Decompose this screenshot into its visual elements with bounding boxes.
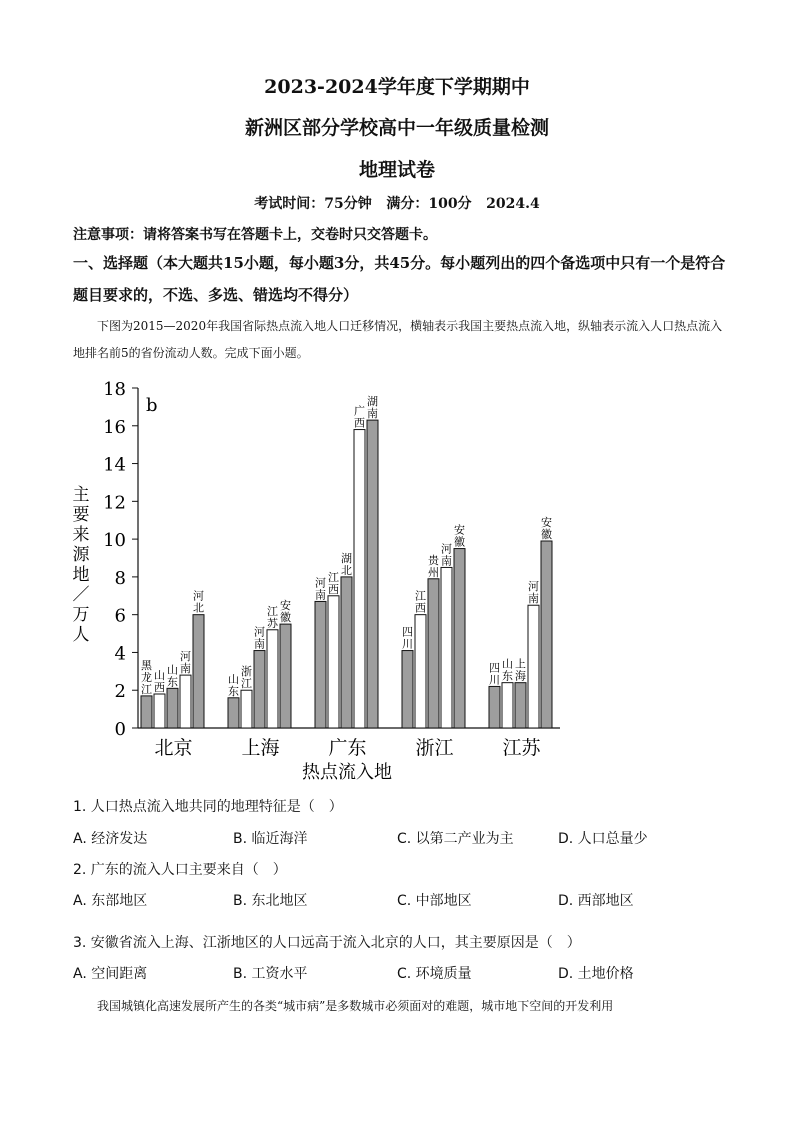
- y-axis-label-char: ／: [72, 585, 90, 605]
- bar-江苏-安徽: [541, 541, 552, 728]
- bar-label-char: 西: [154, 681, 165, 694]
- bar-label-char: 河: [441, 542, 452, 556]
- bar-label-char: 上: [515, 657, 526, 671]
- bar-label-char: 龙: [141, 670, 152, 684]
- x-category-label: 上海: [241, 737, 280, 759]
- bar-上海-江苏: [267, 630, 278, 728]
- x-category-label: 浙江: [415, 737, 454, 759]
- question-2-option-d: D. 西部地区: [558, 893, 634, 909]
- next-passage-text: 我国城镇化高速发展所产生的各类“城市病”是多数城市必须面对的难题，城市地下空间的开发利用: [97, 999, 614, 1013]
- question-1-stem: 1. 人口热点流入地共同的地理特征是（ ）: [73, 799, 343, 815]
- question-3-option-d: D. 土地价格: [558, 966, 634, 982]
- bar-上海-山东: [228, 698, 239, 728]
- migration-bar-chart: [60, 372, 580, 792]
- exam-title-line1: 2023-2024学年度下学期期中: [264, 76, 530, 98]
- bar-浙江-河南: [441, 567, 452, 728]
- y-axis-label-char: 地: [72, 565, 90, 585]
- bar-label-char: 南: [254, 637, 265, 651]
- bar-label-char: 广: [354, 404, 365, 418]
- x-category-label: 北京: [154, 737, 193, 759]
- notice: 注意事项：请将答案书写在答题卡上，交卷时只交答题卡。: [73, 227, 437, 243]
- section-heading: 一、选择题（本大题共15小题，每小题3分，共45分。每小题列出的四个备选项中只有一个是符合题目要求的，不选、多选、错选均不得分）: [73, 254, 726, 304]
- bar-广东-江西: [328, 596, 339, 728]
- y-tick-label: 12: [103, 492, 126, 514]
- bar-上海-河南: [254, 651, 265, 728]
- bar-广东-广西: [354, 430, 365, 728]
- bar-浙江-安徽: [454, 549, 465, 728]
- y-axis-label-char: 万: [72, 605, 90, 625]
- y-tick-label: 0: [114, 719, 126, 740]
- bar-label-char: 安: [454, 523, 465, 537]
- bar-label-char: 南: [367, 407, 378, 421]
- bar-label-char: 山: [167, 663, 178, 677]
- bar-label-char: 河: [528, 580, 539, 594]
- question-2-option-b: B. 东北地区: [233, 893, 308, 909]
- y-axis-label-char: 主: [72, 485, 90, 505]
- intro-text: 下图为2015—2020年我国省际热点流入地人口迁移情况，横轴表示我国主要热点流入地，纵轴表示流入人口热点流入地排名前5的省份流动人数。完成下面小题。: [73, 319, 723, 360]
- bar-label-char: 海: [515, 669, 526, 683]
- bar-广东-湖南: [367, 420, 378, 728]
- bar-label-char: 苏: [267, 616, 278, 630]
- bar-江苏-山东: [502, 683, 513, 728]
- bar-label-char: 湖: [341, 551, 352, 565]
- x-axis-label: 热点流入地: [302, 762, 392, 783]
- bar-江苏-上海: [515, 683, 526, 728]
- bar-label-char: 安: [541, 516, 552, 529]
- bar-label-char: 河: [180, 650, 191, 664]
- bar-北京-黑龙江: [141, 696, 152, 728]
- bar-label-char: 黑: [141, 658, 152, 672]
- bar-label-char: 徽: [541, 528, 552, 541]
- y-axis-label-char: 源: [72, 545, 90, 565]
- bar-label-char: 西: [415, 601, 426, 615]
- question-1-option-a: A. 经济发达: [73, 831, 148, 847]
- bar-label-char: 江: [415, 589, 426, 603]
- question-3-stem: 3. 安徽省流入上海、江浙地区的人口远高于流入北京的人口，其主要原因是（ ）: [73, 935, 581, 951]
- bar-label-char: 南: [528, 592, 539, 606]
- bar-江苏-河南: [528, 605, 539, 728]
- bar-label-char: 山: [154, 669, 165, 682]
- bar-label-char: 川: [402, 637, 413, 651]
- bar-label-char: 山: [228, 672, 239, 686]
- bar-label-char: 东: [167, 675, 178, 689]
- bar-广东-河南: [315, 601, 326, 728]
- question-3-option-b: B. 工资水平: [233, 966, 308, 982]
- bar-label-char: 湖: [367, 395, 378, 409]
- bar-北京-河北: [193, 615, 204, 728]
- bar-label-char: 浙: [241, 665, 252, 679]
- bar-上海-安徽: [280, 624, 291, 728]
- bar-label-char: 安: [280, 599, 291, 613]
- bar-label-char: 贵: [428, 553, 439, 567]
- bar-北京-山西: [154, 694, 165, 728]
- bar-label-char: 徽: [454, 535, 465, 549]
- bar-label-char: 北: [341, 563, 352, 577]
- bar-label-char: 北: [193, 601, 204, 615]
- y-axis-label-char: 来: [72, 525, 90, 545]
- bar-label-char: 南: [315, 588, 326, 602]
- bar-label-char: 江: [141, 682, 152, 696]
- bar-label-char: 南: [180, 662, 191, 676]
- exam-meta: 考试时间：75分钟 满分：100分 2024.4: [254, 196, 540, 212]
- bar-广东-湖北: [341, 577, 352, 728]
- y-tick-label: 8: [114, 567, 126, 589]
- bar-label-char: 山: [502, 657, 513, 671]
- question-1-option-d: D. 人口总量少: [558, 831, 648, 847]
- bar-label-char: 河: [254, 625, 265, 639]
- y-tick-label: 10: [103, 530, 126, 552]
- y-tick-label: 14: [103, 454, 126, 476]
- bar-label-char: 东: [502, 669, 513, 683]
- bar-label-char: 四: [489, 661, 500, 675]
- question-2-option-a: A. 东部地区: [73, 893, 148, 909]
- bar-label-char: 江: [328, 570, 339, 584]
- bar-浙江-江西: [415, 615, 426, 728]
- question-3-option-c: C. 环境质量: [397, 966, 472, 982]
- y-axis-label-char: 要: [72, 505, 90, 525]
- question-2-stem: 2. 广东的流入人口主要来自（ ）: [73, 862, 287, 878]
- bar-北京-河南: [180, 675, 191, 728]
- y-axis-label-char: 人: [72, 625, 90, 645]
- y-tick-label: 4: [114, 643, 126, 665]
- x-category-label: 江苏: [502, 737, 541, 759]
- question-1-option-b: B. 临近海洋: [233, 831, 308, 847]
- bar-label-char: 州: [428, 565, 439, 579]
- bar-上海-浙江: [241, 690, 252, 728]
- question-2-option-c: C. 中部地区: [397, 893, 472, 909]
- bar-label-char: 西: [328, 582, 339, 596]
- bar-北京-山东: [167, 688, 178, 728]
- bar-label-char: 南: [441, 554, 452, 568]
- y-tick-label: 6: [114, 605, 126, 627]
- panel-label: b: [146, 395, 158, 416]
- bar-江苏-四川: [489, 686, 500, 728]
- bar-浙江-贵州: [428, 579, 439, 728]
- bar-label-char: 川: [489, 673, 500, 687]
- bar-label-char: 河: [193, 589, 204, 603]
- y-tick-label: 18: [103, 379, 126, 400]
- bar-label-char: 河: [315, 576, 326, 590]
- bar-label-char: 徽: [280, 611, 291, 625]
- bar-label-char: 江: [267, 604, 278, 618]
- y-tick-label: 16: [103, 416, 126, 438]
- x-category-label: 广东: [328, 737, 367, 759]
- bar-label-char: 东: [228, 684, 239, 698]
- bar-浙江-四川: [402, 651, 413, 728]
- bar-label-char: 江: [241, 677, 252, 691]
- exam-subject-title: 地理试卷: [358, 159, 435, 181]
- y-tick-label: 2: [114, 681, 126, 703]
- bar-label-char: 西: [354, 416, 365, 430]
- bar-label-char: 四: [402, 625, 413, 639]
- exam-title-line2: 新洲区部分学校高中一年级质量检测: [244, 117, 549, 139]
- question-1-option-c: C. 以第二产业为主: [397, 831, 514, 847]
- question-3-option-a: A. 空间距离: [73, 966, 148, 982]
